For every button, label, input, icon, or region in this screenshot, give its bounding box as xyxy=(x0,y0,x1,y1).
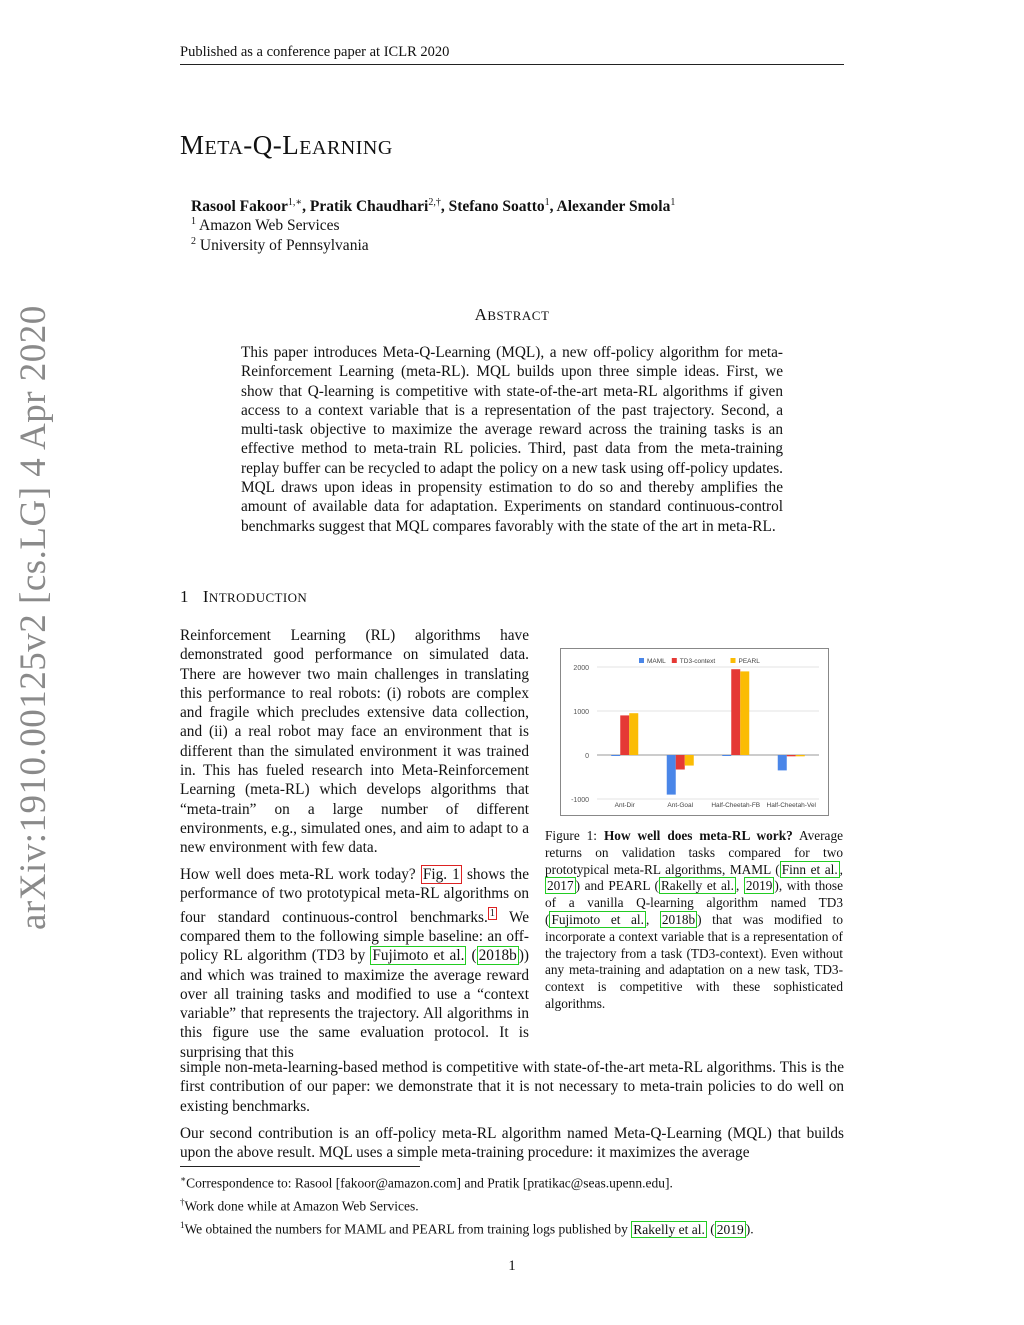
affiliation-name: University of Pennsylvania xyxy=(199,237,369,255)
text-run: Average returns on validation tasks compared for two prototypical meta-RL algorithms, MAML ( xyxy=(545,828,844,877)
abstract-heading xyxy=(0,305,1024,325)
x-tick-label: Half-Cheetah-Vel xyxy=(766,802,816,809)
legend-label: MAML xyxy=(647,658,666,665)
intro-paragraph-2 xyxy=(180,865,529,1062)
bar-td3-context xyxy=(787,755,796,756)
intro-paragraph-1: Reinforcement Learning (RL) algorithms have demonstrated good performance on simulated data. There are however two main challenges in translating this performance to real robots: (i) robots are complex and fragile which precludes extensive data collection, and (ii) a real robot may face an environment that is different than the simulated environment it was trained in. This has fueled research into Meta-Reinforcement Learning (meta-RL) which develops algorithms that “meta-train” on a large number of different environments, e.g., simulated ones, and aim to adapt to a new environment with few data. xyxy=(180,627,529,857)
text-run: ) that was modified to incorporate a context variable that is a representation of the trajectory from a task (TD3-context). Even without any meta-training and adaptation on a new task, TD3-context is competitive with these sophisticated algorithms. xyxy=(545,911,843,1011)
affiliation-num: 2 xyxy=(191,236,196,247)
legend-swatch xyxy=(672,658,677,663)
bar-td3-context xyxy=(676,755,685,770)
citation-link[interactable]: 2019 xyxy=(745,878,773,894)
abstract-heading-cap: A xyxy=(474,305,488,324)
caption-label: Figure 1: xyxy=(545,828,604,843)
abstract-text: This paper introduces Meta-Q-Learning (MQL), a new off-policy algorithm for meta-Reinforcement Learning (meta-RL). MQL builds upon three simple ideas. First, we show that Q-learning is competitive with state-of-the-art meta-RL algorithms if given access to a context variable that is a representation of the past trajectory. Second, a multi-task objective to maximize the average reward across the training tasks is an effective method to meta-train RL policies. Third, past data from the meta-training replay buffer can be recycled to adapt the policy on a new task using off-policy updates. MQL draws upon ideas in propensity estimation to do so and thereby amplifies the amount of available data for adaptation. Experiments on standard continuous-control benchmarks suggest that MQL compares favorably with the state of the art in meta-RL. xyxy=(241,344,783,535)
bar-maml xyxy=(778,755,787,770)
running-header: Published as a conference paper at ICLR 2020 xyxy=(180,44,844,65)
citation-link[interactable]: 2018b xyxy=(478,947,517,965)
citation-link[interactable]: 2018b xyxy=(661,911,696,927)
text-run: shows the performance of two prototypical meta-RL algorithms on four standard continuous-control benchmarks. xyxy=(180,866,529,926)
title-cap-1: M xyxy=(180,130,205,160)
caption-bold: How well does meta-RL work? xyxy=(603,828,793,843)
author-sup: 1,∗ xyxy=(287,197,303,208)
footnote-text: We obtained the numbers for MAML and PEARL from training logs published by xyxy=(184,1221,632,1237)
affiliation xyxy=(191,236,369,255)
citation-link[interactable]: Fujimoto et al. xyxy=(372,947,465,965)
bar-td3-context xyxy=(620,715,629,755)
bar-maml xyxy=(722,755,731,756)
paper-title xyxy=(180,130,393,161)
author-name: Alexander Smola xyxy=(556,198,671,216)
y-tick-label: -1000 xyxy=(571,797,589,804)
footnote-text: Correspondence to: Rasool [fakoor@amazon.com] and Pratik [pratikac@seas.upenn.edu]. xyxy=(186,1175,673,1191)
citation-link[interactable]: 2017 xyxy=(547,878,574,894)
intro-paragraph-2-continued: simple non-meta-learning-based method is competitive with state-of-the-art meta-RL algorithms. This is the first contribution of our paper: we demonstrate that it is not necessary to meta-train policies to do well on existing benchmarks. xyxy=(180,1059,844,1115)
legend-label: PEARL xyxy=(738,658,760,665)
affiliation-num: 1 xyxy=(191,216,196,227)
author-name: Pratik Chaudhari xyxy=(309,198,429,216)
text-run: ( xyxy=(466,947,477,965)
footnote xyxy=(180,1193,844,1216)
legend-swatch xyxy=(731,658,736,663)
y-tick-label: 0 xyxy=(585,753,589,760)
author-name: Stefano Soatto xyxy=(448,198,545,216)
bar-maml xyxy=(667,755,676,795)
section-heading-cap: I xyxy=(202,587,209,606)
bar-td3-context xyxy=(731,669,740,755)
title-rest-1: ETA xyxy=(204,137,244,159)
citation-link[interactable]: Rakelly et al. xyxy=(660,878,734,894)
footnote xyxy=(180,1216,844,1239)
abstract-heading-rest: BSTRACT xyxy=(487,308,550,323)
citation-link[interactable]: 2019 xyxy=(716,1221,744,1237)
affiliation xyxy=(191,216,340,235)
footnote-text: Work done while at Amazon Web Services. xyxy=(184,1198,419,1214)
page-number: 1 xyxy=(508,1258,516,1274)
footnote-mark: † xyxy=(180,1197,185,1207)
bar-pearl xyxy=(629,713,638,755)
bar-chart xyxy=(561,649,828,815)
author-sup: 1 xyxy=(670,197,676,208)
figure-1-chart xyxy=(560,648,829,816)
author-list: Rasool Fakoor$^{1,∗}$, Pratik Chaudhari$^{2,\dagger}$, Stefano Soatto$^1$, Alexander Smola$^1$ xyxy=(191,197,676,216)
legend-label: TD3-context xyxy=(679,658,716,665)
footnotes xyxy=(180,1170,844,1239)
intro-paragraph-3: Our second contribution is an off-policy meta-RL algorithm named Meta-Q-Learning (MQL) that builds upon the above result. MQL uses a simple meta-training procedure: it maximizes the average xyxy=(180,1125,844,1162)
y-tick-label: 2000 xyxy=(573,665,589,672)
footnote-mark: 1 xyxy=(180,1220,185,1230)
affiliation-name: Amazon Web Services xyxy=(199,217,340,235)
x-tick-label: Ant-Goal xyxy=(667,802,694,809)
text-run: , xyxy=(839,861,843,877)
title-cap-2: L xyxy=(282,130,300,160)
bar-pearl xyxy=(796,755,805,756)
text-run: , xyxy=(735,878,744,894)
bar-pearl xyxy=(685,755,694,766)
x-tick-label: Half-Cheetah-FB xyxy=(711,802,761,809)
arxiv-stamp: arXiv:1910.00125v2 [cs.LG] 4 Apr 2020 xyxy=(13,305,54,930)
text-run: We compared them to the following simple baseline: an off-policy RL algorithm (TD3 by xyxy=(180,908,529,965)
text-run: How well does meta-RL work today? xyxy=(180,866,421,883)
x-tick-label: Ant-Dir xyxy=(614,802,635,809)
legend-swatch xyxy=(639,658,644,663)
bar-pearl xyxy=(740,671,749,755)
citation-link[interactable]: Fujimoto et al. xyxy=(551,911,644,927)
footnote-mark: ∗ xyxy=(180,1174,187,1184)
figure-link[interactable]: Fig. 1 xyxy=(422,866,460,883)
citation-link[interactable]: Finn et al. xyxy=(781,861,838,877)
text-run: )) and which was trained to maximize the average reward over all training tasks and modified to use a “context variable” that represents the trajectory. All algorithms in this figure use the same evaluation protocol. It is surprising that this xyxy=(180,947,530,1061)
footnote-link[interactable]: 1 xyxy=(489,907,495,919)
footnote-text: ). xyxy=(745,1221,754,1237)
title-dash: -Q- xyxy=(243,130,283,160)
figure-1-caption xyxy=(545,828,843,1013)
section-number: 1 xyxy=(180,587,189,606)
author-name: Rasool Fakoor xyxy=(191,198,288,216)
text-run: ), with those of a vanilla Q-learning algorithm named TD3 ( xyxy=(545,878,843,927)
footnote-text: ( xyxy=(706,1221,715,1237)
citation-link[interactable]: Rakelly et al. xyxy=(633,1221,705,1237)
y-tick-label: 1000 xyxy=(573,709,589,716)
author-sup: 1 xyxy=(544,197,550,208)
text-run: ) and PEARL ( xyxy=(575,878,659,894)
footnote xyxy=(180,1170,844,1193)
author-sup: 2,† xyxy=(428,197,441,208)
title-rest-2: EARNING xyxy=(299,137,393,159)
bar-maml xyxy=(611,755,620,756)
footnote-rule xyxy=(180,1166,420,1167)
section-heading xyxy=(180,587,307,607)
section-heading-rest: NTRODUCTION xyxy=(208,590,308,605)
text-run: , xyxy=(645,911,660,927)
